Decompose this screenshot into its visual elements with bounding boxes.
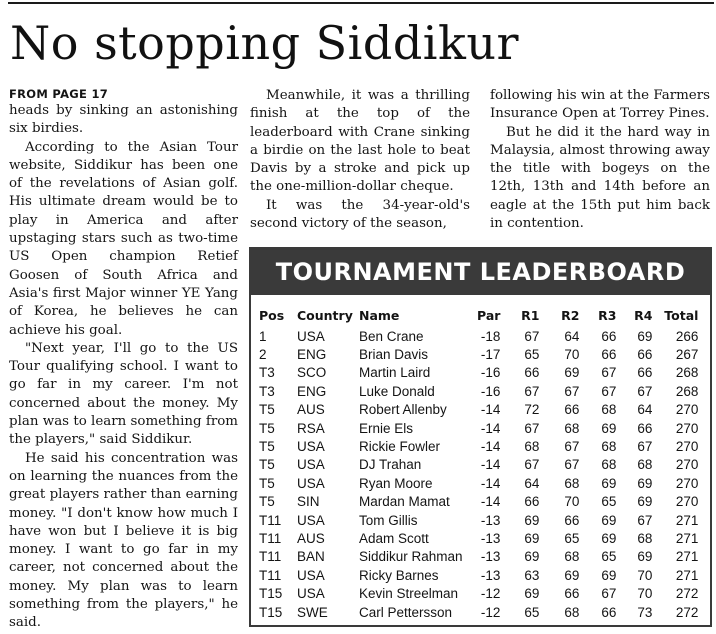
cell-r3: 69 <box>601 567 617 583</box>
cell-name: Tom Gillis <box>359 512 418 528</box>
cell-r2: 64 <box>564 328 580 344</box>
cell-country: USA <box>297 457 325 473</box>
table-row <box>259 548 698 566</box>
table-row <box>259 493 698 511</box>
article-column-1 <box>9 87 238 633</box>
cell-r3: 67 <box>601 365 617 381</box>
cell-r1: 69 <box>524 512 540 528</box>
cell-r4: 68 <box>637 457 653 473</box>
cell-country: ENG <box>297 347 327 363</box>
article-column-2 <box>250 87 470 233</box>
cell-total: 270 <box>675 494 699 510</box>
cell-r2: 68 <box>564 604 580 620</box>
cell-total: 270 <box>675 420 699 436</box>
cell-r1: 66 <box>524 365 540 381</box>
cell-r2: 67 <box>564 383 580 399</box>
leaderboard-body <box>259 327 698 621</box>
cell-country: ENG <box>297 383 327 399</box>
cell-r4: 69 <box>637 494 653 510</box>
cell-name: Robert Allenby <box>359 402 447 418</box>
cell-r1: 64 <box>524 475 540 491</box>
cell-par: -13 <box>480 549 501 565</box>
cell-r3: 69 <box>601 475 617 491</box>
from-page-label: FROM PAGE 17 <box>9 87 109 101</box>
cell-par: -16 <box>480 383 501 399</box>
cell-r4: 67 <box>637 439 653 455</box>
cell-country: SIN <box>297 494 320 510</box>
cell-r2: 67 <box>564 457 580 473</box>
cell-r4: 66 <box>637 347 653 363</box>
cell-r1: 69 <box>524 530 540 546</box>
header-par: Par <box>477 307 501 323</box>
cell-r1: 69 <box>524 549 540 565</box>
cell-r4: 68 <box>637 530 653 546</box>
cell-name: Luke Donald <box>359 383 435 399</box>
cell-name: Rickie Fowler <box>359 439 441 455</box>
cell-r2: 66 <box>564 512 580 528</box>
cell-par: -13 <box>480 512 501 528</box>
cell-name: Martin Laird <box>359 365 431 381</box>
table-row <box>259 474 698 492</box>
cell-r4: 66 <box>637 365 653 381</box>
cell-name: Ben Crane <box>359 328 424 344</box>
cell-country: USA <box>297 586 325 602</box>
cell-r3: 68 <box>601 457 617 473</box>
cell-par: -14 <box>480 494 501 510</box>
cell-country: USA <box>297 567 325 583</box>
cell-r1: 67 <box>524 420 540 436</box>
table-row <box>259 382 698 400</box>
paragraph: It was the 34-year-old's second victory of the season, <box>250 197 470 232</box>
header-pos: Pos <box>259 307 285 323</box>
paragraph: heads by sinking an astonishing six birdies. <box>9 103 238 137</box>
cell-name: Carl Pettersson <box>359 604 453 620</box>
cell-r3: 69 <box>601 420 617 436</box>
header-total: Total <box>664 307 699 323</box>
cell-pos: T3 <box>259 383 275 399</box>
cell-r3: 65 <box>601 549 617 565</box>
paragraph: Meanwhile, it was a thrilling finish at the top of the leaderboard with Crane sinking a birdie on the last hole to beat Davis by a stroke and pick up the one-million-dollar cheque. <box>250 88 470 195</box>
table-row <box>259 566 698 584</box>
cell-r4: 70 <box>637 567 653 583</box>
table-row <box>259 419 698 437</box>
table-row <box>259 364 698 382</box>
cell-par: -13 <box>480 530 501 546</box>
cell-r4: 69 <box>637 475 653 491</box>
cell-total: 270 <box>675 439 699 455</box>
header-r2: R2 <box>561 307 580 323</box>
leaderboard-title: TOURNAMENT LEADERBOARD <box>251 249 710 295</box>
cell-r4: 66 <box>637 420 653 436</box>
cell-name: Ryan Moore <box>359 475 433 491</box>
table-row <box>259 437 698 455</box>
cell-pos: T11 <box>259 567 282 583</box>
cell-par: -14 <box>480 457 501 473</box>
cell-country: USA <box>297 439 325 455</box>
cell-pos: T5 <box>259 475 275 491</box>
cell-r3: 69 <box>601 512 617 528</box>
cell-r3: 67 <box>601 586 617 602</box>
cell-r1: 69 <box>524 586 540 602</box>
cell-r4: 64 <box>637 402 653 418</box>
cell-r4: 67 <box>637 512 653 528</box>
top-rule <box>8 2 714 4</box>
cell-r2: 69 <box>564 365 580 381</box>
cell-r1: 65 <box>524 347 540 363</box>
cell-name: Mardan Mamat <box>359 494 450 510</box>
cell-name: Adam Scott <box>359 530 429 546</box>
cell-par: -14 <box>480 439 501 455</box>
cell-total: 268 <box>675 365 699 381</box>
cell-country: AUS <box>297 402 325 418</box>
cell-r1: 68 <box>524 439 540 455</box>
cell-r2: 66 <box>564 402 580 418</box>
cell-name: DJ Trahan <box>359 457 422 473</box>
header-r3: R3 <box>598 307 617 323</box>
cell-r2: 68 <box>564 549 580 565</box>
table-row <box>259 603 698 621</box>
cell-r2: 68 <box>564 475 580 491</box>
cell-name: Brian Davis <box>359 347 429 363</box>
cell-par: -14 <box>480 402 501 418</box>
cell-total: 268 <box>675 383 699 399</box>
cell-pos: T3 <box>259 365 275 381</box>
cell-total: 271 <box>675 549 699 565</box>
paragraph: But he did it the hard way in Malaysia, almost throwing away the title with bogeys on the 12th, 13th and 14th before an eagle at the 15th put him back in contention. <box>490 124 710 232</box>
cell-country: SWE <box>297 604 328 620</box>
cell-pos: T11 <box>259 530 282 546</box>
cell-r3: 68 <box>601 402 617 418</box>
cell-total: 270 <box>675 475 699 491</box>
header-r1: R1 <box>521 307 540 323</box>
cell-r1: 66 <box>524 494 540 510</box>
cell-country: USA <box>297 512 325 528</box>
cell-total: 270 <box>675 457 699 473</box>
cell-r2: 68 <box>564 420 580 436</box>
cell-r1: 72 <box>524 402 540 418</box>
cell-r3: 66 <box>601 347 617 363</box>
cell-total: 270 <box>675 402 699 418</box>
cell-par: -16 <box>480 365 501 381</box>
cell-total: 271 <box>675 530 699 546</box>
header-name: Name <box>359 307 400 323</box>
header-r4: R4 <box>634 307 653 323</box>
headline: No stopping Siddikur <box>10 16 519 70</box>
cell-r4: 70 <box>637 586 653 602</box>
leaderboard-box <box>249 247 712 627</box>
paragraph: He said his concentration was on learning the nuances from the great players rather than earning money. "I don't know how much I have won but I believe it is big money. I want to go far in my career, not concerned about the money. My plan was to learn something from the players," he said. <box>9 450 238 631</box>
cell-r2: 70 <box>564 347 580 363</box>
cell-pos: T11 <box>259 549 282 565</box>
paragraph: "Next year, I'll go to the US Tour qualifying school. I want to go far in my career. I'm not concerned about the money. My plan was to learn something from the players," said Siddikur. <box>9 340 238 448</box>
cell-pos: T5 <box>259 402 275 418</box>
cell-r3: 65 <box>601 494 617 510</box>
cell-par: -18 <box>480 328 501 344</box>
cell-total: 272 <box>675 604 699 620</box>
cell-r2: 70 <box>564 494 580 510</box>
table-row <box>259 401 698 419</box>
cell-total: 267 <box>675 347 699 363</box>
cell-pos: T15 <box>259 604 283 620</box>
cell-pos: 1 <box>259 328 267 344</box>
table-row <box>259 511 698 529</box>
cell-r1: 67 <box>524 457 540 473</box>
table-row <box>259 456 698 474</box>
cell-country: USA <box>297 328 325 344</box>
cell-par: -14 <box>480 420 501 436</box>
cell-pos: T5 <box>259 420 275 436</box>
cell-pos: T15 <box>259 586 283 602</box>
cell-pos: T5 <box>259 494 275 510</box>
table-row <box>259 584 698 602</box>
cell-r1: 63 <box>524 567 540 583</box>
cell-r3: 66 <box>601 604 617 620</box>
cell-r2: 69 <box>564 567 580 583</box>
cell-country: AUS <box>297 530 325 546</box>
paragraph: According to the Asian Tour website, Siddikur has been one of the revelations of Asian golf. His ultimate dream would be to play in America and after upstaging stars such as two-time US Open champion Retief Goosen of South Africa and Asia's first Major winner YE Yang of Korea, he believes he can achieve his goal. <box>9 139 238 338</box>
cell-par: -17 <box>480 347 501 363</box>
cell-r3: 67 <box>601 383 617 399</box>
cell-name: Siddikur Rahman <box>359 549 463 565</box>
cell-r3: 69 <box>601 530 617 546</box>
cell-r1: 67 <box>524 383 540 399</box>
cell-name: Kevin Streelman <box>359 586 459 602</box>
article-column-3 <box>490 87 710 233</box>
cell-pos: T5 <box>259 457 275 473</box>
cell-r4: 69 <box>637 549 653 565</box>
leaderboard-table <box>259 303 698 621</box>
cell-r3: 66 <box>601 328 617 344</box>
cell-pos: 2 <box>259 347 267 363</box>
cell-total: 266 <box>675 328 699 344</box>
cell-r1: 65 <box>524 604 540 620</box>
cell-par: -12 <box>480 604 501 620</box>
cell-country: SCO <box>297 365 327 381</box>
cell-r4: 73 <box>637 604 653 620</box>
table-row <box>259 345 698 363</box>
cell-total: 272 <box>675 586 699 602</box>
header-country: Country <box>297 307 353 323</box>
cell-par: -14 <box>480 475 501 491</box>
cell-pos: T5 <box>259 439 275 455</box>
cell-country: BAN <box>297 549 325 565</box>
cell-r1: 67 <box>524 328 540 344</box>
table-row <box>259 327 698 345</box>
cell-par: -13 <box>480 567 501 583</box>
cell-country: USA <box>297 475 325 491</box>
cell-name: Ernie Els <box>359 420 414 436</box>
cell-country: RSA <box>297 420 325 436</box>
table-row <box>259 529 698 547</box>
cell-r3: 68 <box>601 439 617 455</box>
cell-par: -12 <box>480 586 501 602</box>
cell-total: 271 <box>675 567 699 583</box>
cell-r4: 67 <box>637 383 653 399</box>
cell-total: 271 <box>675 512 699 528</box>
cell-r2: 66 <box>564 586 580 602</box>
cell-r4: 69 <box>637 328 653 344</box>
leaderboard-header-row <box>259 303 698 327</box>
cell-name: Ricky Barnes <box>359 567 439 583</box>
cell-pos: T11 <box>259 512 282 528</box>
paragraph: following his win at the Farmers Insurance Open at Torrey Pines. <box>490 88 710 122</box>
cell-r2: 65 <box>564 530 580 546</box>
cell-r2: 67 <box>564 439 580 455</box>
